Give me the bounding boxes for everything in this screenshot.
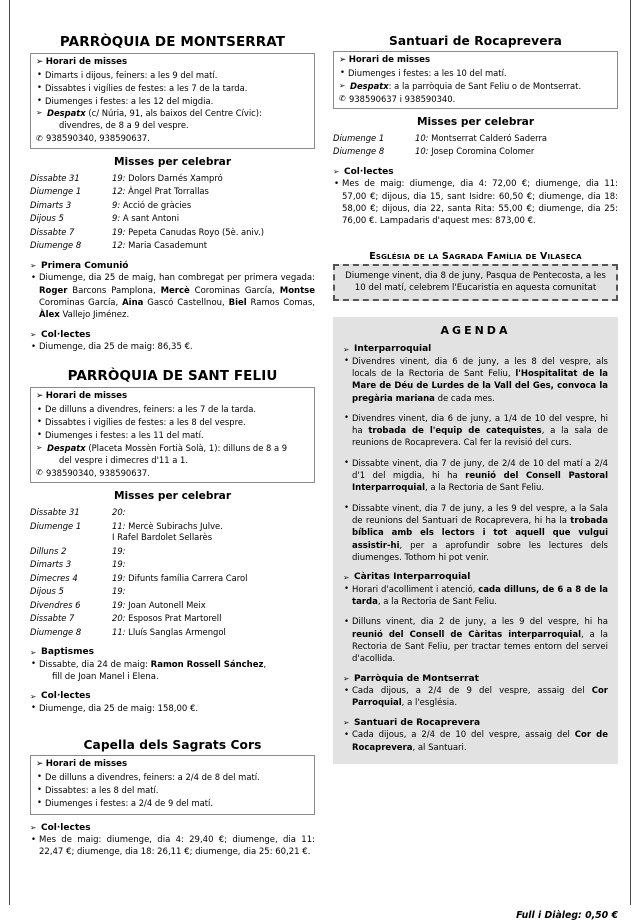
mass-day: Dimarts 3	[30, 199, 72, 210]
mass-detail: 19:	[112, 586, 126, 597]
santfeliu-schedule-box	[30, 387, 315, 483]
agenda-item: • Divendres vinent, dia 6 de juny, a les 8 del vespre, als locals de la Rectoria de Sant Feliu, l'Hospitalitat de la Mare de Déu de Lurdes de la Vall del Ges, convoca la pregària mariana de cada mes.	[343, 356, 608, 405]
montserrat-collectes-head: ➢ Col·lectes	[30, 330, 315, 340]
mass-day: Dijous 5	[30, 213, 64, 224]
agenda-item: • Dilluns vinent, dia 2 de juny, a les 9 del vespre, hi ha reunió del Consell de Càritas interparroquial, a la Rectoria de Sant Feliu, per tractar temes entorn del servei d'acollida.	[343, 616, 608, 665]
montserrat-masses-head: Misses per celebrar	[113, 155, 232, 168]
mass-day: Diumenge 8	[30, 240, 82, 251]
mass-detail: 19: Difunts família Carrera Carol	[112, 572, 248, 583]
left-column	[30, 34, 315, 895]
montserrat-schedule-item: • Dimarts i dijous, feiners: a les 9 del matí.	[36, 70, 309, 82]
table-row	[30, 226, 315, 240]
montserrat-comunio-text: • Diumenge, dia 25 de maig, han combregat per primera vegada: Roger Barcons Pamplona, Mercè Corominas García, Montse Corominas García, Aina Gascó Castellnou, Biel Ramos Comas, Àlex Vallejo Jiménez.	[30, 272, 315, 321]
mass-day: Dissabte 7	[30, 226, 75, 237]
arrow-marker-icon: ➢	[36, 759, 43, 770]
mass-day: Divendres 6	[30, 599, 81, 610]
santfeliu-baptismes-head: ➢ Baptismes	[30, 647, 315, 657]
rocaprevera-collectes-text: • Mes de maig: diumenge, dia 4: 72,00 €; diumenge, dia 11: 57,00 €; dijous, dia 15, sant Isidre: 60,50 €; diumenge, dia 18: 58,00 €; dijous, dia 22, santa Rita: 55,00 €; diumenge, dia 25: 76,00 €. Lampadaris d'aquest mes: 873,00 €.	[333, 178, 618, 227]
mass-day: Diumenge 1	[30, 520, 82, 531]
montserrat-schedule-item: • Dissabtes i vigílies de festes: a les 7 de la tarda.	[36, 83, 309, 95]
agenda-item: • Dissabte vinent, dia 7 de juny, de 2/4 de 10 del matí a 2/4 d'1 del migdia, hi ha reunió del Consell Pastoral Interparroquial, a la Rectoria de Sant Feliu.	[343, 458, 608, 495]
rocaprevera-schedule-item: • Diumenges i festes: a les 10 del matí.	[339, 68, 612, 80]
table-row	[30, 520, 315, 545]
agenda-item: • Horari d'acolliment i atenció, cada dilluns, de 6 a 8 de la tarda, a la Rectoria de Sant Feliu.	[343, 584, 608, 609]
capella-schedule-item: • De dilluns a divendres, feiners: a 2/4 de 8 del matí.	[36, 772, 309, 784]
mass-detail: 20: Esposos Prat Martorell	[112, 613, 222, 624]
capella-collectes-text: • Mes de maig: diumenge, dia 4: 29,40 €; diumenge, dia 11: 22,47 €; diumenge, dia 18: 26,11 €; diumenge, dia 25: 60,21 €.	[30, 834, 315, 859]
agenda-rocaprevera-group	[343, 718, 608, 754]
mass-detail: 19: Dolors Darnés Xampró	[112, 172, 223, 183]
montserrat-comunio-group	[30, 261, 315, 322]
santfeliu-masses-table	[30, 506, 315, 639]
table-row	[30, 239, 315, 253]
capella-schedule-item: • Diumenges i festes: a 2/4 de 9 del matí.	[36, 798, 309, 810]
montserrat-despatx-cont: divendres, de 8 a 9 del vespre.	[59, 120, 189, 131]
agenda-interparroquial-head: ➢ Interparroquial	[343, 344, 608, 354]
table-row	[30, 626, 315, 640]
mass-day: Dijous 5	[30, 586, 64, 597]
santfeliu-schedule-head: ➢ Horari de misses	[36, 391, 128, 402]
capella-schedule-item: • Dissabtes: a les 8 del matí.	[36, 785, 309, 797]
rocaprevera-despatx	[339, 81, 612, 93]
mass-detail: 19: Pepeta Canudas Royo (5è. aniv.)	[112, 226, 265, 237]
santfeliu-despatx	[36, 443, 309, 467]
rocaprevera-masses-head: Misses per celebrar	[416, 115, 535, 128]
table-row	[30, 212, 315, 226]
rocaprevera-masses-table	[333, 132, 618, 159]
mass-day: Diumenge 8	[30, 626, 82, 637]
montserrat-despatx	[36, 108, 309, 132]
agenda-caritas-head: ➢ Càritas Interparroquial	[343, 572, 608, 582]
table-row	[30, 585, 315, 599]
agenda-item: • Cada dijous, a 2/4 de 9 del vespre, assaig del Cor Parroquial, a l'església.	[343, 685, 608, 710]
santfeliu-schedule-item: • De dilluns a divendres, feiners: a les 7 de la tarda.	[36, 404, 309, 416]
montserrat-collectes-text: • Diumenge, dia 25 de maig: 86,35 €.	[30, 341, 315, 353]
santfeliu-collectes-head: ➢ Col·lectes	[30, 691, 315, 701]
mass-day: Dissabte 31	[30, 172, 80, 183]
mass-day: Dilluns 2	[30, 545, 67, 556]
montserrat-comunio-head: ➢ Primera Comunió	[30, 261, 315, 271]
santfeliu-title: PARRÒQUIA DE SANT FELIU	[67, 368, 278, 385]
montserrat-title: PARRÒQUIA DE MONTSERRAT	[59, 34, 286, 50]
agenda-rocaprevera-head: ➢ Santuari de Rocaprevera	[343, 718, 608, 728]
santfeliu-despatx-text: (Placeta Mossèn Fortià Solà, 1): dilluns de 8 a 9	[85, 442, 288, 453]
arrow-marker-icon: ➢	[36, 391, 43, 402]
agenda-item: • Divendres vinent, dia 6 de juny, a 1/4 de 10 del vespre, hi ha trobada de l'equip de catequistes, a la sala de reunions de Rocaprevera. Cal fer la revisió del curs.	[343, 413, 608, 450]
table-row	[30, 571, 315, 585]
santfeliu-masses-head: Misses per celebrar	[113, 490, 232, 502]
table-row	[30, 612, 315, 626]
agenda-item: • Cada dijous, a 2/4 de 10 del vespre, assaig del Cor de Rocaprevera, al Santuari.	[343, 729, 608, 754]
santfeliu-collectes-group	[30, 691, 315, 715]
mass-detail: 11: Mercè Subirachs Julve. I Rafel Bardolet Sellarès	[112, 520, 315, 545]
rocaprevera-collectes-group	[333, 167, 618, 228]
arrow-marker-icon: ➢	[339, 55, 346, 65]
table-row	[333, 132, 618, 146]
page-footer-price: Full i Diàleg: 0,50 €	[516, 910, 618, 921]
agenda-caritas-group	[343, 572, 608, 665]
montserrat-schedule-head: ➢ Horari de misses	[36, 57, 128, 67]
capella-collectes-group	[30, 823, 315, 859]
santfeliu-despatx-cont: del vespre i dimecres d'11 a 1.	[59, 454, 189, 465]
mass-detail: 19: Joan Autonell Meix	[112, 599, 206, 610]
arrow-marker-icon: ➢	[36, 57, 43, 67]
table-row	[30, 185, 315, 199]
rocaprevera-despatx-text: : a la parròquia de Sant Feliu o de Montserrat.	[388, 80, 582, 91]
capella-schedule-head: ➢ Horari de misses	[36, 759, 128, 770]
santfeliu-schedule-item: • Dissabtes i vigílies de festes: a les 8 del vespre.	[36, 417, 309, 429]
table-row	[30, 544, 315, 558]
table-row	[30, 558, 315, 572]
santfeliu-collectes-text: • Diumenge, dia 25 de maig: 158,00 €.	[30, 703, 315, 715]
mass-detail: 19:	[112, 545, 126, 556]
mass-detail: 12: Àngel Prat Torrallas	[112, 186, 209, 197]
mass-detail: 12: Maria Casademunt	[112, 240, 208, 251]
montserrat-collectes-group	[30, 330, 315, 354]
mass-day: Dimecres 4	[30, 572, 78, 583]
mass-detail: 20:	[112, 507, 126, 518]
vilaseca-notice-box: Diumenge vinent, dia 8 de juny, Pasqua de Pentecosta, a les 10 del matí, celebrem l'Eucaristia en aquesta comunitat	[333, 264, 618, 301]
mass-day: Dissabte 31	[30, 507, 80, 518]
right-column	[333, 34, 618, 921]
montserrat-schedule-box	[30, 53, 315, 149]
montserrat-phone: ✆ 938590340, 938590637.	[36, 133, 309, 144]
table-row	[333, 145, 618, 159]
agenda-montserrat-group	[343, 674, 608, 710]
mass-day: Dissabte 7	[30, 613, 75, 624]
mass-detail: 10: Josep Coromina Colomer	[415, 146, 535, 157]
rocaprevera-schedule-head: ➢ Horari de misses	[339, 55, 431, 65]
mass-detail: 11: Lluís Sanglas Armengol	[112, 626, 226, 637]
table-row	[30, 172, 315, 186]
table-row	[30, 599, 315, 613]
rocaprevera-title: Santuari de Rocaprevera	[388, 34, 563, 48]
rocaprevera-phone: ✆ 938590637 i 938590340.	[339, 94, 612, 105]
montserrat-schedule-item: • Diumenges i festes: a les 12 del migdia.	[36, 96, 309, 108]
mass-day: Diumenge 1	[30, 186, 82, 197]
mass-day: Dimarts 3	[30, 559, 72, 570]
mass-day: Diumenge 1	[333, 132, 385, 143]
santfeliu-baptismes-group	[30, 647, 315, 683]
table-row	[30, 199, 315, 213]
mass-detail: 9: A sant Antoni	[112, 213, 180, 224]
capella-collectes-head: ➢ Col·lectes	[30, 823, 315, 833]
vilaseca-title: Església de la Sagrada Família de Vilaseca	[369, 250, 582, 262]
agenda-title: AGENDA	[440, 324, 511, 338]
capella-title: Capella dels Sagrats Cors	[83, 738, 262, 753]
montserrat-despatx-label: Despatx	[47, 108, 86, 119]
table-row	[30, 506, 315, 520]
mass-detail: 9: Acció de gràcies	[112, 199, 192, 210]
agenda-montserrat-head: ➢ Parròquia de Montserrat	[343, 674, 608, 684]
rocaprevera-despatx-label: Despatx	[350, 80, 389, 91]
mass-day: Diumenge 8	[333, 146, 385, 157]
mass-intention-cont: I Rafel Bardolet Sellarès	[112, 531, 213, 542]
rocaprevera-collectes-head: ➢ Col·lectes	[333, 167, 618, 177]
santfeliu-despatx-label: Despatx	[47, 442, 86, 453]
agenda-box	[333, 317, 618, 764]
montserrat-masses-table	[30, 172, 315, 253]
capella-schedule-box	[30, 755, 315, 814]
montserrat-despatx-text: (c/ Núria, 91, als baixos del Centre Cívic):	[85, 108, 262, 119]
mass-detail: 10: Montserrat Calderó Saderra	[415, 132, 548, 143]
santfeliu-schedule-item: • Diumenges i festes: a les 11 del matí.	[36, 430, 309, 442]
rocaprevera-schedule-box	[333, 51, 618, 109]
santfeliu-baptismes-text: • Dissabte, dia 24 de maig: Ramon Rossell Sánchez, fill de Joan Manel i Elena.	[30, 659, 315, 684]
agenda-item: • Dissabte vinent, dia 7 de juny, a les 9 del vespre, a la Sala de reunions del Santuari de Rocaprevera, hi ha la trobada bíblica amb els lectors i tot aquell que vulgui assistir-hi, per a aprofundir sobre les lectures dels diumenges. Tothom hi pot venir.	[343, 503, 608, 565]
mass-detail: 19:	[112, 559, 126, 570]
santfeliu-phone: ✆ 938590340, 938590637.	[36, 468, 309, 479]
